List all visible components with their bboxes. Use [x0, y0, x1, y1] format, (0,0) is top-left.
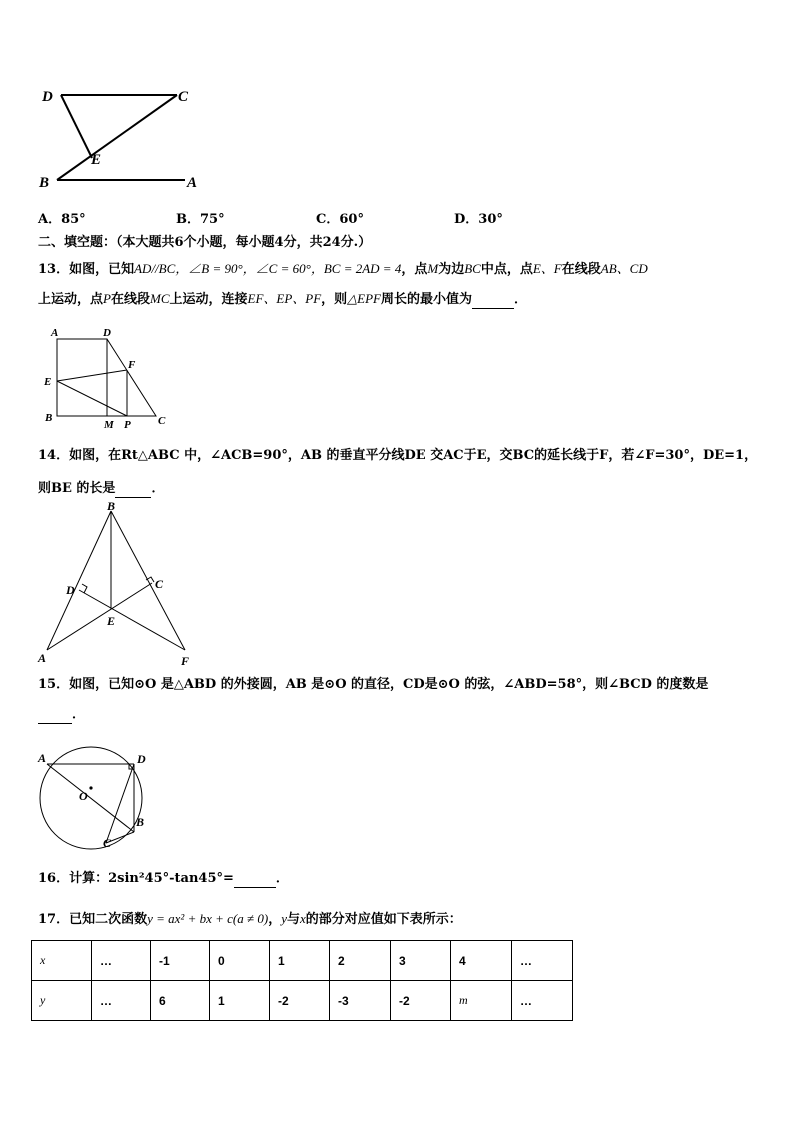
q17-line: 17．已知二次函数y = ax² + bx + c(a ≠ 0)，y与x的部分对应值如下表所示：: [38, 911, 462, 927]
table-cell: …: [512, 941, 573, 981]
q13-label-A: A: [51, 327, 59, 339]
table-cell: -2: [391, 981, 451, 1021]
table-cell: 0: [210, 941, 270, 981]
q15-label-O: O: [79, 789, 88, 803]
q14-label-F: F: [181, 654, 190, 668]
table-row-x: [32, 941, 573, 981]
q13-label-E: E: [44, 376, 52, 388]
figure-parallel-lines: [30, 80, 210, 195]
table-cell: m: [451, 981, 512, 1021]
q13-label-C: C: [158, 415, 166, 427]
figure-q15-circle: [33, 745, 158, 850]
q14-line1: 14．如图，在Rt△ABC 中，∠ACB=90°，AB 的垂直平分线DE 交AC于E，交BC的延长线于F，若∠F=30°，DE=1，: [38, 448, 758, 463]
table-row-y: [32, 981, 573, 1021]
table-cell: …: [92, 941, 151, 981]
q15-label-D: D: [137, 752, 146, 766]
answer-blank[interactable]: [38, 709, 72, 724]
table-cell: 1: [270, 941, 330, 981]
figure-q13-trapezoid: [40, 325, 175, 430]
table-cell: -1: [151, 941, 210, 981]
q14-label-C: C: [155, 577, 164, 591]
q16-line: 16．计算：2sin²45°-tan45°= ．: [38, 871, 289, 886]
table-cell: …: [92, 981, 151, 1021]
label-A: A: [187, 175, 198, 191]
q15-label-A: A: [38, 751, 47, 765]
label-D: D: [42, 89, 53, 105]
label-B: B: [39, 175, 50, 191]
table-cell: 4: [451, 941, 512, 981]
q13-label-M: M: [104, 419, 114, 430]
option-a[interactable]: A．85°: [38, 212, 86, 227]
answer-blank[interactable]: [115, 483, 151, 498]
q13-label-F: F: [128, 359, 136, 371]
section-heading-fill-blank: 二、填空题：（本大题共6个小题，每小题4分，共24分.）: [38, 235, 372, 250]
q15-label-B: B: [136, 815, 145, 829]
q13-line2: 上运动，点P在线段MC上运动，连接EF、EP、PF，则△EPF周长的最小值为 ．: [38, 291, 528, 307]
q13-label-P: P: [124, 419, 131, 430]
table-cell: -3: [330, 981, 391, 1021]
figure-q14-triangle: [35, 500, 200, 672]
q13-label-B: B: [45, 412, 53, 424]
q14-label-D: D: [66, 583, 75, 597]
table-cell: x: [32, 941, 92, 981]
option-c[interactable]: C．60°: [316, 212, 364, 227]
label-C: C: [178, 89, 189, 105]
label-E: E: [91, 152, 102, 168]
q14-label-A: A: [38, 651, 47, 665]
q14-label-B: B: [107, 500, 116, 513]
q13-line1: 13．如图，已知AD//BC，∠B = 90°，∠C = 60°，BC = 2AD = 4，点M为边BC中点，点E、F在线段AB、CD: [38, 261, 648, 277]
table-cell: 1: [210, 981, 270, 1021]
value-table: [31, 940, 573, 1021]
table-cell: -2: [270, 981, 330, 1021]
q15-line2: ．: [38, 706, 85, 724]
q13-label-D: D: [103, 327, 111, 339]
q14-label-E: E: [107, 614, 116, 628]
table-cell: 6: [151, 981, 210, 1021]
option-d[interactable]: D．30°: [454, 212, 503, 227]
option-b[interactable]: B．75°: [176, 212, 225, 227]
table-cell: 3: [391, 941, 451, 981]
table-cell: 2: [330, 941, 391, 981]
answer-blank[interactable]: [234, 873, 276, 888]
center-point: [89, 786, 92, 789]
q14-line2: 则BE 的长是 ．: [38, 481, 165, 496]
q15-label-C: C: [103, 836, 112, 850]
table-cell: y: [32, 981, 92, 1021]
answer-blank[interactable]: [472, 294, 514, 309]
table-cell: …: [512, 981, 573, 1021]
q15-line1: 15．如图，已知⊙O 是△ABD 的外接圆，AB 是⊙O 的直径，CD是⊙O 的弦，∠ABD=58°，则∠BCD 的度数是: [38, 677, 709, 692]
